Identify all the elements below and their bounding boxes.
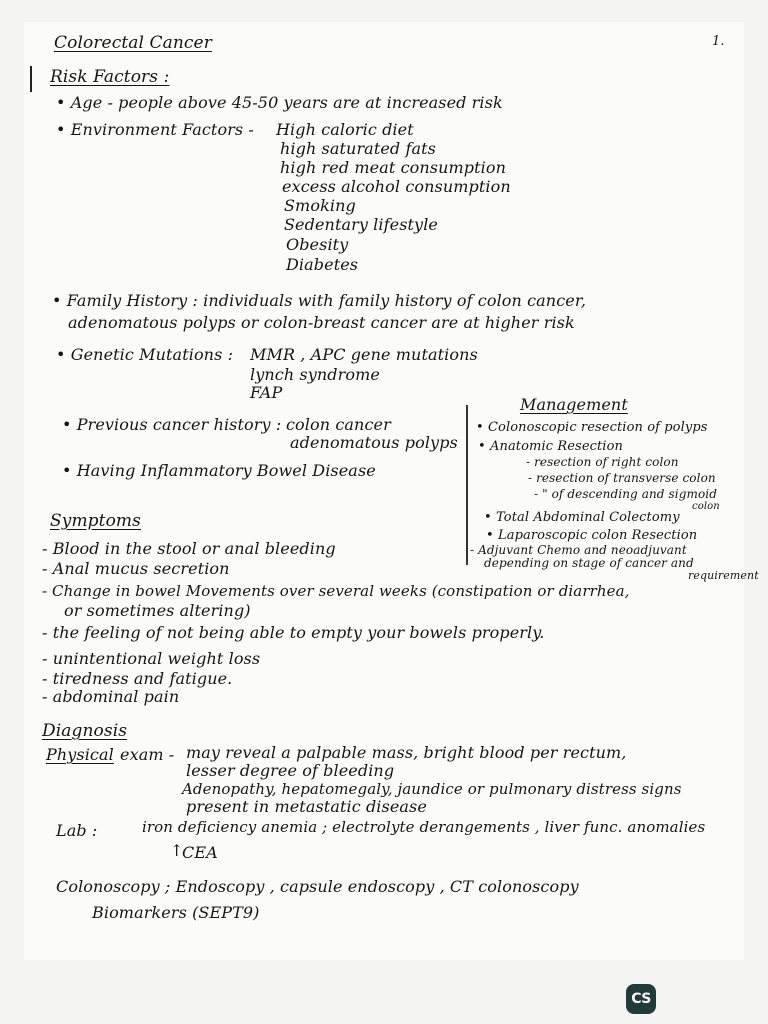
- management-item: - resection of transverse colon: [528, 471, 716, 485]
- environment-item: Obesity: [286, 235, 349, 254]
- risk-age: • Age - people above 45-50 years are at increased risk: [56, 93, 503, 112]
- management-item: • Anatomic Resection: [478, 439, 623, 454]
- biomarkers-line: Biomarkers (SEPT9): [92, 903, 260, 922]
- management-item: colon: [692, 501, 720, 512]
- symptom-item: - the feeling of not being able to empty your bowels properly.: [42, 623, 545, 642]
- family-history-line: • Family History : individuals with family history of colon cancer,: [52, 291, 587, 310]
- camscanner-logo: CS: [626, 984, 656, 1014]
- physical-exam-line: Adenopathy, hepatomegaly, jaundice or pulmonary distress signs: [182, 780, 682, 798]
- physical-exam-suffix: exam -: [120, 745, 175, 764]
- genetic-item: FAP: [250, 383, 283, 402]
- symptom-item: - Blood in the stool or anal bleeding: [42, 539, 336, 558]
- risk-factors-heading: Risk Factors :: [50, 67, 170, 87]
- management-heading: Management: [520, 395, 628, 414]
- physical-exam-line: present in metastatic disease: [186, 797, 427, 816]
- lab-label: Lab :: [56, 821, 98, 840]
- symptoms-heading: Symptoms: [50, 511, 141, 531]
- symptom-item: - Anal mucus secretion: [42, 559, 230, 578]
- genetic-item: MMR , APC gene mutations: [250, 345, 478, 364]
- previous-cancer-item: colon cancer: [286, 415, 391, 434]
- management-item: • Total Abdominal Colectomy: [484, 510, 680, 525]
- physical-exam-line: lesser degree of bleeding: [186, 761, 395, 780]
- previous-cancer-item: adenomatous polyps: [290, 433, 458, 452]
- management-item: • Laparoscopic colon Resection: [486, 528, 698, 543]
- management-item: - " of descending and sigmoid: [534, 487, 717, 501]
- genetic-label: • Genetic Mutations :: [56, 345, 234, 364]
- symptom-item: - tiredness and fatigue.: [42, 669, 233, 688]
- ibd-item: • Having Inflammatory Bowel Disease: [62, 461, 376, 480]
- environment-item: Sedentary lifestyle: [284, 215, 438, 234]
- page-title: Colorectal Cancer: [54, 33, 212, 53]
- colonoscopy-line: Colonoscopy ; Endoscopy , capsule endoscopy , CT colonoscopy: [56, 877, 579, 896]
- environment-label: • Environment Factors -: [56, 120, 254, 139]
- symptom-item: - Change in bowel Movements over several weeks (constipation or diarrhea,: [42, 582, 630, 600]
- environment-item: excess alcohol consumption: [282, 177, 511, 196]
- physical-exam-line: may reveal a palpable mass, bright blood per rectum,: [186, 743, 627, 762]
- previous-cancer-label: • Previous cancer history :: [62, 415, 282, 434]
- margin-mark: [30, 66, 32, 92]
- column-divider: [466, 405, 468, 565]
- environment-item: Diabetes: [286, 255, 359, 274]
- symptom-item: or sometimes altering): [64, 601, 251, 620]
- environment-item: high red meat consumption: [280, 158, 507, 177]
- genetic-item: lynch syndrome: [250, 365, 380, 384]
- management-item: • Colonoscopic resection of polyps: [476, 420, 708, 435]
- management-item: depending on stage of cancer and: [484, 556, 694, 570]
- environment-item: Smoking: [284, 196, 356, 215]
- page-number: 1.: [712, 34, 725, 49]
- diagnosis-heading: Diagnosis: [42, 721, 128, 741]
- lab-line: iron deficiency anemia ; electrolyte derangements , liver func. anomalies: [142, 818, 706, 836]
- management-item: - Adjuvant Chemo and neoadjuvant: [470, 543, 687, 557]
- management-item: - resection of right colon: [526, 455, 679, 469]
- management-item: requirement: [688, 569, 759, 582]
- environment-item: high saturated fats: [280, 139, 436, 158]
- physical-exam-label: Physical: [46, 745, 114, 764]
- symptom-item: - abdominal pain: [42, 687, 180, 706]
- family-history-line: adenomatous polyps or colon-breast cancer are at higher risk: [68, 313, 575, 332]
- lab-cea: CEA: [182, 843, 218, 862]
- environment-item: High caloric diet: [276, 120, 414, 139]
- arrow-up-icon: ↑: [170, 841, 184, 860]
- symptom-item: - unintentional weight loss: [42, 649, 261, 668]
